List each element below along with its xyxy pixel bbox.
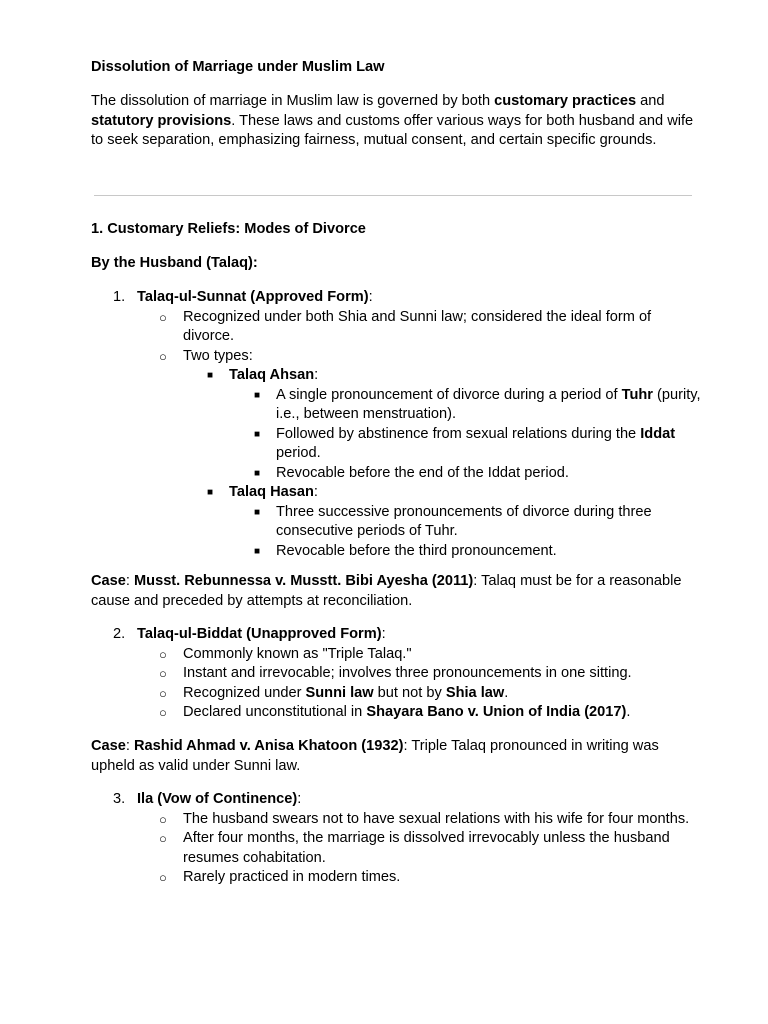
square-bullet-icon: ■ — [254, 506, 261, 518]
list-item — [91, 542, 703, 562]
bold-term: Tuhr — [621, 386, 653, 403]
type-name: Talaq Hasan — [229, 484, 314, 500]
case-text: : Talaq must be for a reasonable cause and preceded by attempts at reconciliation. — [91, 573, 682, 609]
list-item-text: Declared unconstitutional in — [183, 704, 367, 720]
item-heading — [91, 288, 703, 308]
list-item — [91, 386, 703, 425]
case-citation — [91, 572, 703, 611]
horizontal-divider — [94, 195, 692, 196]
list-item — [91, 868, 703, 888]
list-item — [91, 703, 703, 723]
item-colon: : — [297, 791, 302, 807]
list-item-text: A single pronouncement of divorce during a period of — [276, 386, 622, 403]
list-item-text: Recognized under — [183, 684, 306, 701]
intro-bold-statutory: statutory provisions — [91, 112, 232, 129]
detail-list — [229, 503, 703, 562]
case-name: Rashid Ahmad v. Anisa Khatoon (1932) — [134, 738, 404, 754]
list-item-talaq-ul-biddat — [91, 625, 703, 723]
case-separator: : — [125, 573, 134, 589]
intro-text: . These laws and customs offer various ways for both husband and wife to seek separation, emphasizing fairness, mutual consent, and certain specific grounds. — [91, 112, 694, 148]
sub-sub-list — [183, 366, 703, 561]
list-item-text: Two types: — [183, 347, 253, 364]
hollow-circle-bullet-icon: ○ — [159, 309, 167, 325]
square-bullet-icon: ■ — [207, 487, 214, 498]
item-number: 3. — [113, 791, 126, 807]
intro-text: and — [636, 93, 665, 109]
list-item — [91, 425, 703, 464]
list-item-text: (purity, i.e., between menstruation). — [276, 386, 701, 422]
list-item-text: period. — [276, 445, 321, 461]
item-number: 1. — [113, 289, 126, 305]
item-heading — [91, 625, 703, 645]
list-item-text: Three successive pronouncements of divorce during three consecutive periods of Tuhr. — [276, 503, 652, 539]
hollow-circle-bullet-icon: ○ — [159, 831, 167, 846]
square-bullet-icon: ■ — [254, 545, 261, 557]
hollow-circle-bullet-icon: ○ — [159, 646, 167, 662]
bold-term: Shayara Bano v. Union of India (2017) — [366, 704, 627, 720]
list-item-talaq-hasan — [91, 483, 703, 561]
case-name: Musst. Rebunnessa v. Musstt. Bibi Ayesha (2011) — [134, 573, 474, 589]
sub-list — [91, 810, 703, 888]
sub-list — [91, 308, 703, 562]
list-item-text: . — [504, 684, 509, 701]
list-item-text: Followed by abstinence from sexual relations during the — [276, 425, 641, 442]
list-item-text: Instant and irrevocable; involves three pronouncements in one sitting. — [183, 665, 632, 681]
item-name: Talaq-ul-Biddat (Unapproved Form) — [137, 626, 382, 642]
case-separator: : — [125, 738, 134, 754]
list-item — [91, 684, 703, 704]
intro-bold-customary: customary practices — [494, 93, 637, 109]
list-item-text: Revocable before the end of the Iddat period. — [276, 464, 569, 481]
item-heading — [91, 790, 703, 810]
square-bullet-icon: ■ — [254, 428, 261, 440]
hollow-circle-bullet-icon: ○ — [159, 685, 167, 701]
item-number: 2. — [113, 626, 126, 642]
type-colon: : — [313, 484, 318, 500]
square-bullet-icon: ■ — [207, 370, 214, 381]
section-heading: 1. Customary Reliefs: Modes of Divorce — [91, 221, 366, 237]
item-colon: : — [368, 289, 373, 305]
type-colon: : — [314, 367, 319, 383]
type-name: Talaq Ahsan — [229, 367, 315, 383]
list-item — [91, 664, 703, 684]
list-item-text: Rarely practiced in modern times. — [183, 869, 401, 885]
list-item-text: Revocable before the third pronouncement. — [276, 542, 557, 559]
sub-list — [91, 645, 703, 723]
list-item-text: After four months, the marriage is dissolved irrevocably unless the husband resumes cohabitation. — [183, 830, 670, 866]
intro-paragraph — [91, 92, 703, 151]
list-item-text: The husband swears not to have sexual relations with his wife for four months. — [183, 810, 690, 827]
hollow-circle-bullet-icon: ○ — [159, 870, 167, 885]
intro-text: The dissolution of marriage in Muslim law is governed by both — [91, 93, 495, 109]
list-item-text: but not by — [373, 684, 446, 701]
item-name: Talaq-ul-Sunnat (Approved Form) — [137, 289, 369, 305]
item-name: Ila (Vow of Continence) — [137, 791, 298, 807]
list-item-talaq-ul-sunnat — [91, 288, 703, 561]
case-label: Case — [91, 573, 126, 589]
bold-term: Iddat — [640, 425, 676, 442]
square-bullet-icon: ■ — [254, 467, 261, 479]
list-item — [91, 464, 703, 484]
list-item — [91, 347, 703, 562]
item-colon: : — [381, 626, 386, 642]
case-text: : Triple Talaq pronounced in writing was upheld as valid under Sunni law. — [91, 738, 659, 774]
hollow-circle-bullet-icon: ○ — [159, 666, 167, 681]
list-item-ila — [91, 790, 703, 888]
bold-term: Sunni law — [305, 684, 374, 701]
detail-list — [229, 386, 703, 484]
list-item — [91, 308, 703, 347]
list-item — [91, 503, 703, 542]
case-label: Case — [91, 738, 126, 754]
list-item-text: . — [626, 704, 631, 720]
list-item-talaq-ahsan — [91, 366, 703, 483]
list-item — [91, 645, 703, 665]
square-bullet-icon: ■ — [254, 389, 261, 401]
hollow-circle-bullet-icon: ○ — [159, 705, 167, 720]
hollow-circle-bullet-icon: ○ — [159, 811, 167, 827]
list-item — [91, 810, 703, 830]
case-citation — [91, 737, 703, 776]
list-item — [91, 829, 703, 868]
hollow-circle-bullet-icon: ○ — [159, 348, 167, 364]
bold-term: Shia law — [445, 684, 505, 701]
list-item-text: Commonly known as "Triple Talaq." — [183, 645, 412, 662]
document-title: Dissolution of Marriage under Muslim Law — [91, 59, 385, 75]
subsection-heading: By the Husband (Talaq): — [91, 255, 258, 271]
list-item-text: Recognized under both Shia and Sunni law; considered the ideal form of divorce. — [183, 308, 652, 344]
